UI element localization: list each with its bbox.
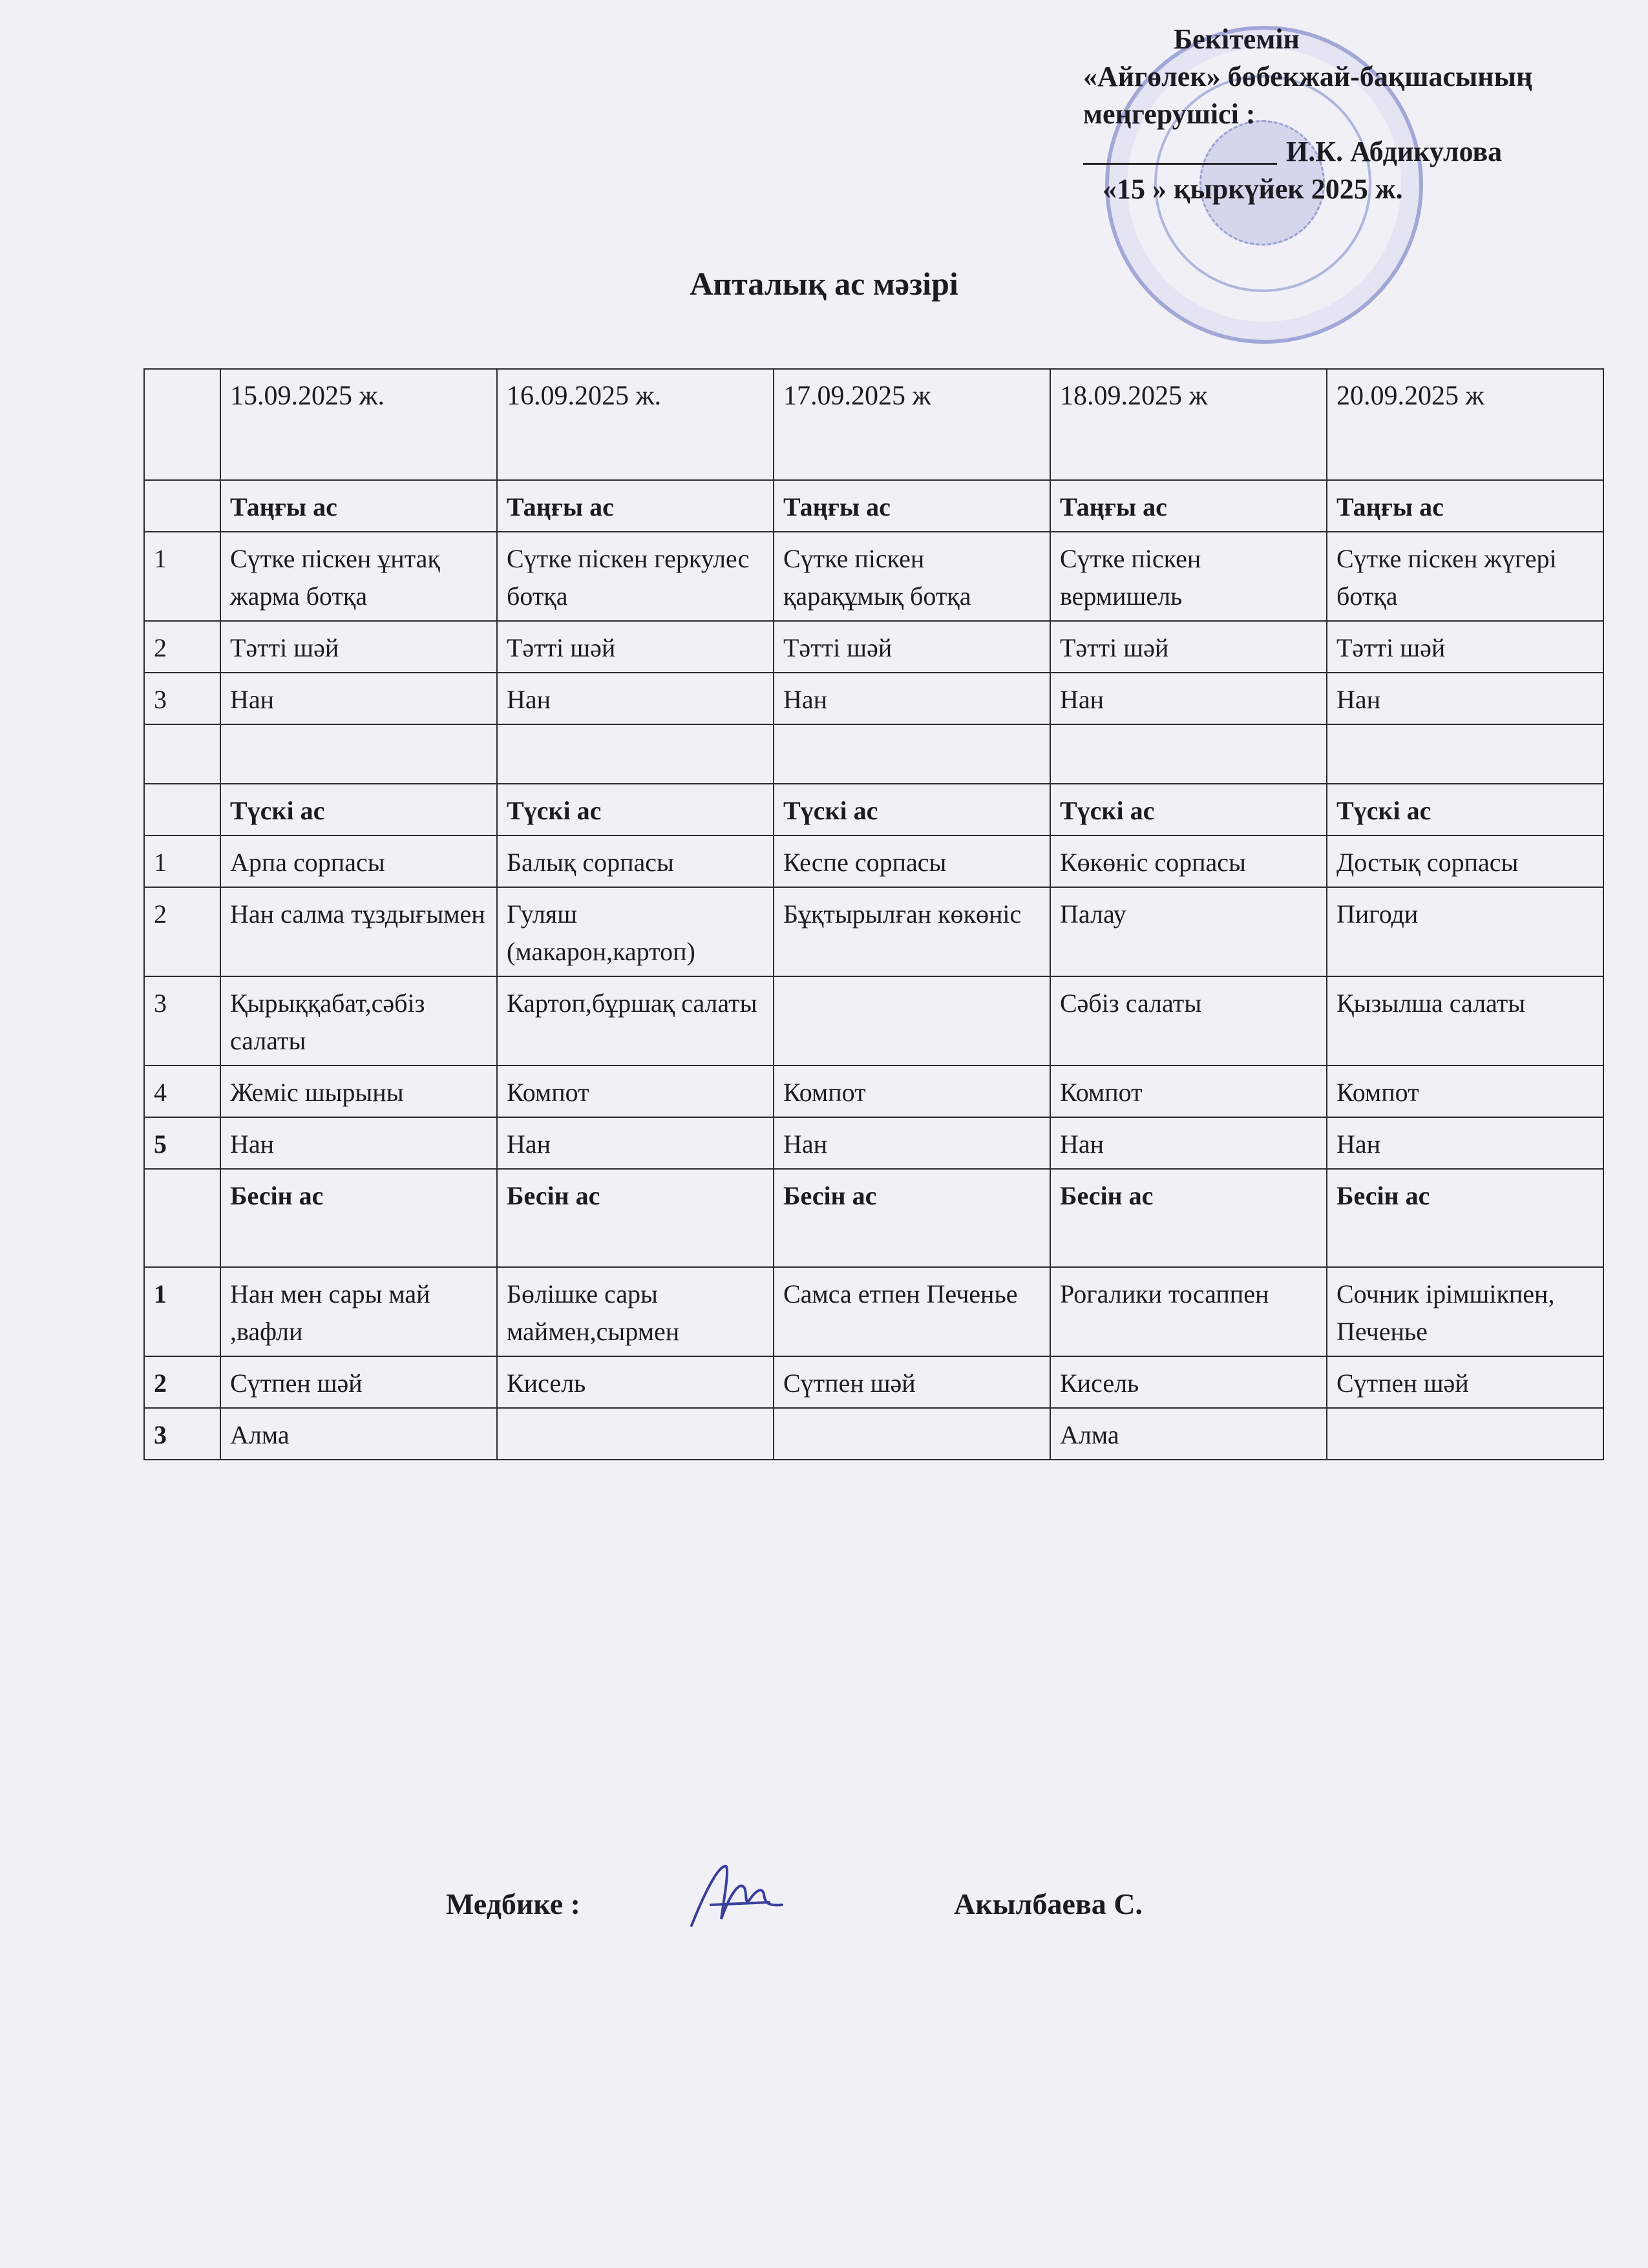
breakfast-header-row bbox=[144, 480, 1603, 532]
approval-organization: «Айгөлек» бөбекжай-бақшасының bbox=[1083, 61, 1533, 92]
approval-heading: Бекітемін bbox=[1174, 23, 1300, 55]
row-number: 3 bbox=[144, 976, 220, 1066]
date-header: 18.09.2025 ж bbox=[1050, 369, 1327, 480]
snack-label: Бесін ас bbox=[1327, 1169, 1603, 1267]
breakfast-row bbox=[144, 673, 1603, 724]
menu-item-cell: Сүтке піскен геркулес ботқа bbox=[497, 532, 774, 621]
menu-item-cell: Самса етпен Печенье bbox=[774, 1267, 1050, 1356]
breakfast-row bbox=[144, 621, 1603, 673]
row-number: 1 bbox=[144, 1267, 220, 1356]
snack-row bbox=[144, 1356, 1603, 1408]
menu-item-cell: Компот bbox=[774, 1066, 1050, 1117]
lunch-label: Түскі ас bbox=[774, 784, 1050, 835]
breakfast-label: Таңғы ас bbox=[774, 480, 1050, 532]
approval-signatory bbox=[1083, 133, 1620, 171]
menu-item-cell bbox=[774, 976, 1050, 1066]
date-header: 20.09.2025 ж bbox=[1327, 369, 1603, 480]
breakfast-label: Таңғы ас bbox=[220, 480, 497, 532]
row-number: 1 bbox=[144, 532, 220, 621]
corner-cell bbox=[144, 369, 220, 480]
menu-item-cell: Нан bbox=[1050, 1117, 1327, 1169]
snack-header-row bbox=[144, 1169, 1603, 1267]
date-header: 16.09.2025 ж. bbox=[497, 369, 774, 480]
menu-item-cell: Тәтті шәй bbox=[497, 621, 774, 673]
row-number: 1 bbox=[144, 835, 220, 887]
menu-item-cell: Нан bbox=[497, 673, 774, 724]
empty-cell bbox=[774, 724, 1050, 784]
lunch-label: Түскі ас bbox=[497, 784, 774, 835]
menu-item-cell: Нан мен сары май ,вафли bbox=[220, 1267, 497, 1356]
menu-item-cell: Қызылша салаты bbox=[1327, 976, 1603, 1066]
menu-item-cell: Компот bbox=[497, 1066, 774, 1117]
menu-item-cell: Картоп,бұршақ салаты bbox=[497, 976, 774, 1066]
empty-cell bbox=[144, 1169, 220, 1267]
menu-item-cell: Сүтпен шәй bbox=[1327, 1356, 1603, 1408]
lunch-row bbox=[144, 887, 1603, 976]
lunch-row bbox=[144, 1066, 1603, 1117]
row-number: 4 bbox=[144, 1066, 220, 1117]
menu-item-cell: Жеміс шырыны bbox=[220, 1066, 497, 1117]
menu-item-cell: Компот bbox=[1327, 1066, 1603, 1117]
row-number: 3 bbox=[144, 673, 220, 724]
lunch-label: Түскі ас bbox=[1050, 784, 1327, 835]
menu-item-cell: Кисель bbox=[1050, 1356, 1327, 1408]
menu-item-cell: Сүтпен шәй bbox=[220, 1356, 497, 1408]
menu-item-cell: Сочник ірімшікпен, Печенье bbox=[1327, 1267, 1603, 1356]
menu-item-cell: Тәтті шәй bbox=[1050, 621, 1327, 673]
spacer-row bbox=[144, 724, 1603, 784]
empty-cell bbox=[497, 724, 774, 784]
row-number: 2 bbox=[144, 887, 220, 976]
page-title: Апталық ас мәзірі bbox=[690, 266, 958, 302]
menu-item-cell: Сүтке піскен қарақұмық ботқа bbox=[774, 532, 1050, 621]
menu-item-cell: Достық сорпасы bbox=[1327, 835, 1603, 887]
nurse-name: Акылбаева С. bbox=[954, 1887, 1143, 1920]
menu-item-cell: Алма bbox=[1050, 1408, 1327, 1460]
menu-item-cell: Пигоди bbox=[1327, 887, 1603, 976]
menu-item-cell: Алма bbox=[220, 1408, 497, 1460]
lunch-row bbox=[144, 1117, 1603, 1169]
approval-block bbox=[1083, 21, 1620, 208]
lunch-row bbox=[144, 976, 1603, 1066]
approval-signature-line bbox=[1083, 137, 1277, 165]
menu-item-cell: Қырыққабат,сәбіз салаты bbox=[220, 976, 497, 1066]
snack-label: Бесін ас bbox=[1050, 1169, 1327, 1267]
lunch-label: Түскі ас bbox=[1327, 784, 1603, 835]
menu-item-cell bbox=[497, 1408, 774, 1460]
menu-item-cell: Кисель bbox=[497, 1356, 774, 1408]
breakfast-label: Таңғы ас bbox=[1050, 480, 1327, 532]
date-row bbox=[144, 369, 1603, 480]
menu-item-cell: Нан bbox=[497, 1117, 774, 1169]
date-header: 15.09.2025 ж. bbox=[220, 369, 497, 480]
breakfast-label: Таңғы ас bbox=[1327, 480, 1603, 532]
empty-cell bbox=[144, 724, 220, 784]
menu-item-cell: Нан bbox=[1050, 673, 1327, 724]
menu-item-cell: Палау bbox=[1050, 887, 1327, 976]
menu-item-cell: Сүтке піскен ұнтақ жарма ботқа bbox=[220, 532, 497, 621]
menu-item-cell: Сүтке піскен жүгері ботқа bbox=[1327, 532, 1603, 621]
lunch-label: Түскі ас bbox=[220, 784, 497, 835]
menu-item-cell: Тәтті шәй bbox=[1327, 621, 1603, 673]
lunch-header-row bbox=[144, 784, 1603, 835]
row-number: 2 bbox=[144, 621, 220, 673]
breakfast-row bbox=[144, 532, 1603, 621]
menu-item-cell: Көкөніс сорпасы bbox=[1050, 835, 1327, 887]
menu-item-cell: Нан bbox=[774, 1117, 1050, 1169]
date-header: 17.09.2025 ж bbox=[774, 369, 1050, 480]
signature-stroke bbox=[692, 1866, 782, 1926]
menu-item-cell: Нан bbox=[774, 673, 1050, 724]
menu-item-cell: Сүтпен шәй bbox=[774, 1356, 1050, 1408]
empty-cell bbox=[1327, 724, 1603, 784]
menu-item-cell: Бөлішке сары маймен,сырмен bbox=[497, 1267, 774, 1356]
snack-row bbox=[144, 1408, 1603, 1460]
snack-label: Бесін ас bbox=[497, 1169, 774, 1267]
snack-label: Бесін ас bbox=[220, 1169, 497, 1267]
menu-item-cell: Нан bbox=[220, 673, 497, 724]
menu-item-cell bbox=[1327, 1408, 1603, 1460]
menu-table bbox=[143, 368, 1604, 1460]
menu-item-cell: Тәтті шәй bbox=[774, 621, 1050, 673]
menu-item-cell: Сәбіз салаты bbox=[1050, 976, 1327, 1066]
row-number: 3 bbox=[144, 1408, 220, 1460]
nurse-signature bbox=[685, 1854, 801, 1945]
menu-item-cell: Бұқтырылған көкөніс bbox=[774, 887, 1050, 976]
nurse-label: Медбике : bbox=[446, 1887, 580, 1920]
empty-cell bbox=[220, 724, 497, 784]
menu-item-cell: Тәтті шәй bbox=[220, 621, 497, 673]
snack-label: Бесін ас bbox=[774, 1169, 1050, 1267]
menu-item-cell: Арпа сорпасы bbox=[220, 835, 497, 887]
empty-cell bbox=[144, 784, 220, 835]
breakfast-label: Таңғы ас bbox=[497, 480, 774, 532]
snack-row bbox=[144, 1267, 1603, 1356]
menu-item-cell: Кеспе сорпасы bbox=[774, 835, 1050, 887]
approval-signatory-name: И.К. Абдикулова bbox=[1286, 136, 1503, 167]
approval-position: меңгерушісі : bbox=[1083, 98, 1256, 130]
menu-item-cell: Нан bbox=[1327, 1117, 1603, 1169]
row-number: 5 bbox=[144, 1117, 220, 1169]
menu-item-cell: Нан bbox=[1327, 673, 1603, 724]
menu-item-cell: Гуляш (макарон,картоп) bbox=[497, 887, 774, 976]
approval-date: «15 » қыркүйек 2025 ж. bbox=[1103, 173, 1403, 205]
menu-item-cell: Сүтке піскен вермишель bbox=[1050, 532, 1327, 621]
menu-item-cell: Компот bbox=[1050, 1066, 1327, 1117]
menu-item-cell: Нан салма тұздығымен bbox=[220, 887, 497, 976]
row-number: 2 bbox=[144, 1356, 220, 1408]
menu-item-cell: Балық сорпасы bbox=[497, 835, 774, 887]
menu-item-cell bbox=[774, 1408, 1050, 1460]
lunch-row bbox=[144, 835, 1603, 887]
empty-cell bbox=[1050, 724, 1327, 784]
menu-item-cell: Рогалики тосаппен bbox=[1050, 1267, 1327, 1356]
menu-item-cell: Нан bbox=[220, 1117, 497, 1169]
empty-cell bbox=[144, 480, 220, 532]
